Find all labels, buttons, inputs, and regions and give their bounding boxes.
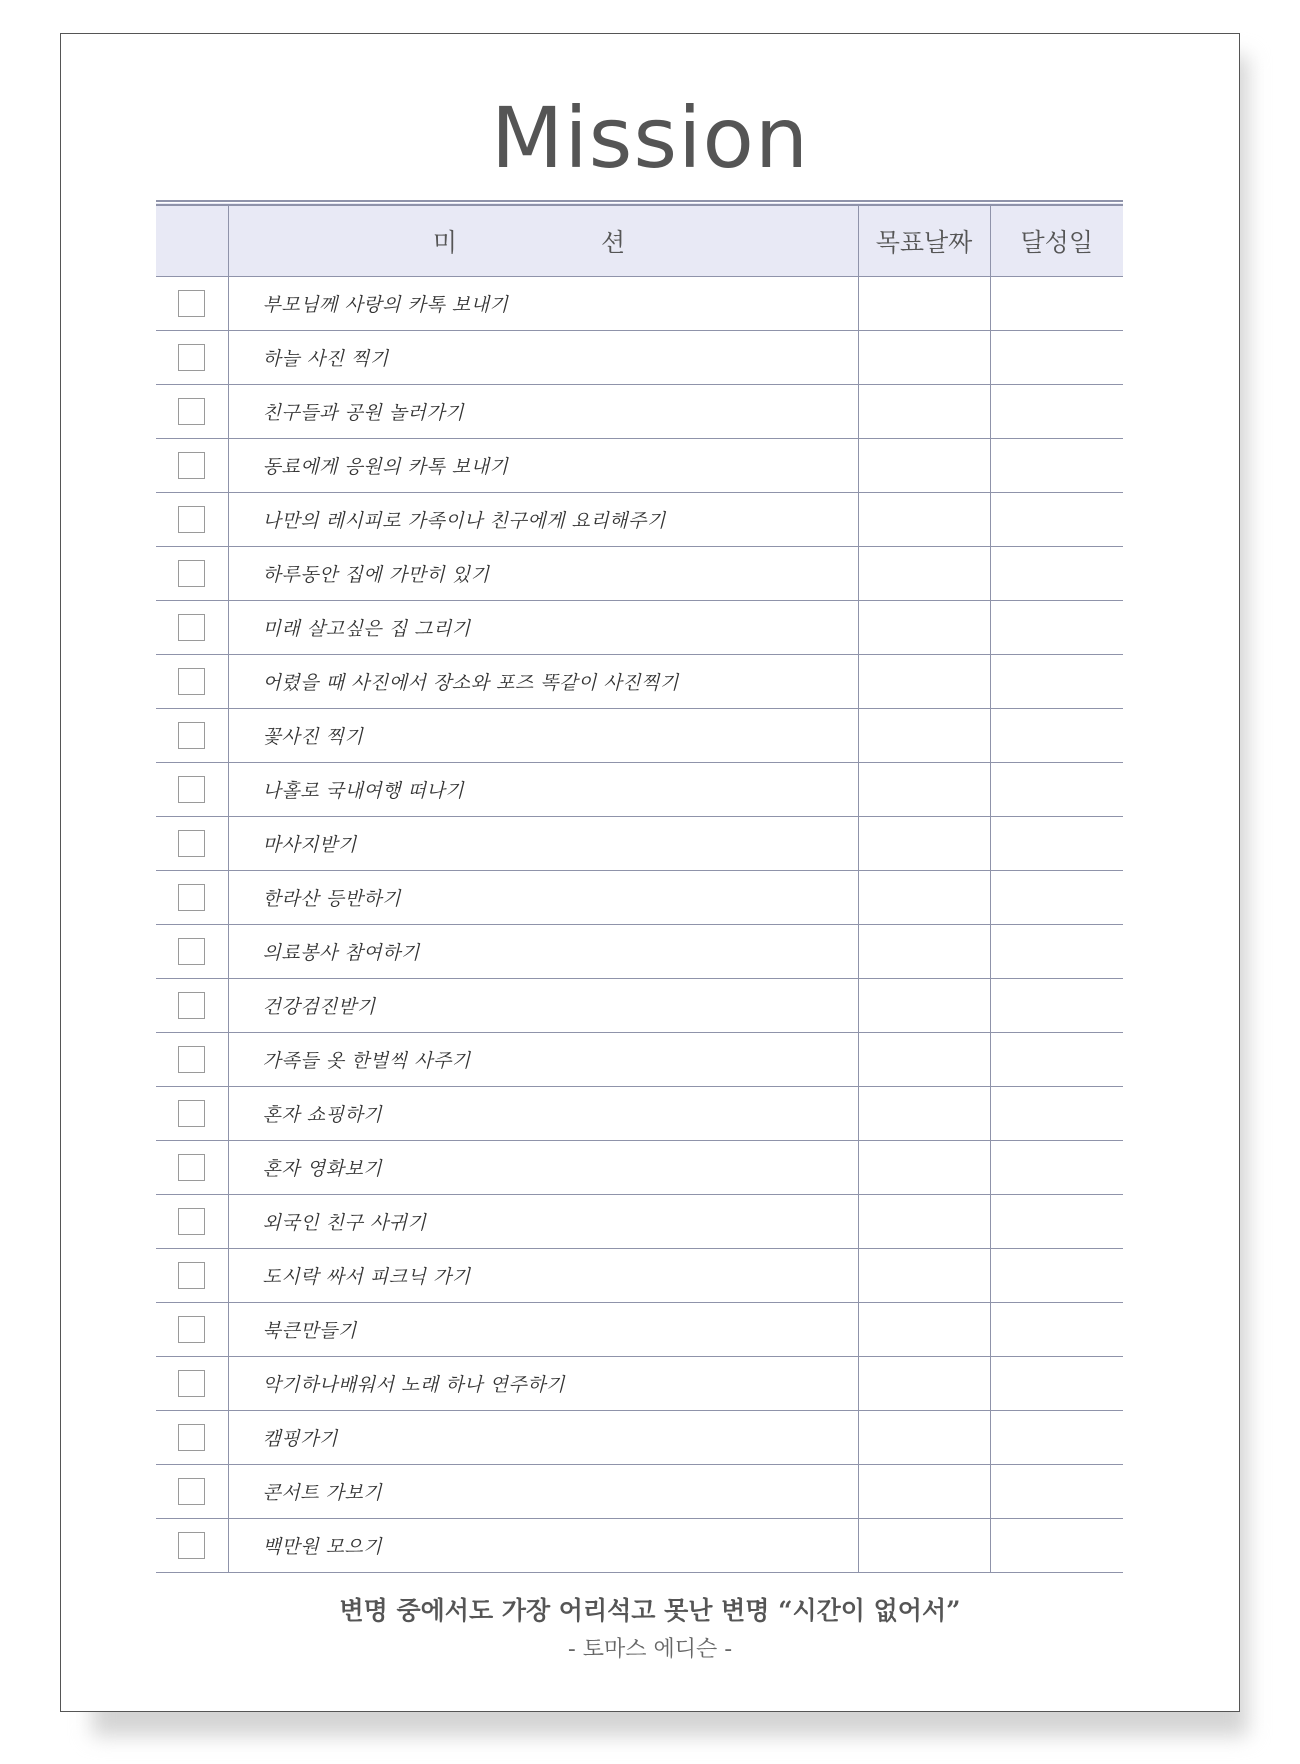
- target-date-cell[interactable]: [858, 331, 990, 385]
- target-date-cell[interactable]: [858, 1303, 990, 1357]
- target-date-cell[interactable]: [858, 1465, 990, 1519]
- table-row: [156, 1195, 1123, 1249]
- mission-checkbox[interactable]: [178, 506, 205, 533]
- checkbox-cell: [156, 439, 228, 493]
- mission-cell: [228, 547, 858, 601]
- mission-cell: [228, 817, 858, 871]
- achieved-date-cell[interactable]: [990, 1141, 1123, 1195]
- target-date-cell[interactable]: [858, 439, 990, 493]
- achieved-date-cell[interactable]: [990, 439, 1123, 493]
- mission-checkbox[interactable]: [178, 1208, 205, 1235]
- table-row: [156, 979, 1123, 1033]
- mission-list: [156, 277, 1123, 1573]
- mission-text: 혼자 쇼핑하기: [262, 1104, 383, 1126]
- target-date-cell[interactable]: [858, 1087, 990, 1141]
- mission-checkbox[interactable]: [178, 560, 205, 587]
- checkbox-cell: [156, 493, 228, 547]
- table-row: [156, 493, 1123, 547]
- mission-checkbox[interactable]: [178, 668, 205, 695]
- table-row: [156, 1141, 1123, 1195]
- table-row: [156, 817, 1123, 871]
- mission-checkbox[interactable]: [178, 1046, 205, 1073]
- mission-cell: [228, 439, 858, 493]
- target-date-cell[interactable]: [858, 1141, 990, 1195]
- achieved-date-cell[interactable]: [990, 1411, 1123, 1465]
- mission-text: 하루동안 집에 가만히 있기: [262, 564, 490, 586]
- mission-cell: [228, 1087, 858, 1141]
- target-date-cell[interactable]: [858, 385, 990, 439]
- mission-checkbox[interactable]: [178, 614, 205, 641]
- checkbox-cell: [156, 709, 228, 763]
- mission-checkbox[interactable]: [178, 884, 205, 911]
- target-date-cell[interactable]: [858, 871, 990, 925]
- mission-text: 도시락 싸서 피크닉 가기: [262, 1266, 471, 1288]
- mission-cell: [228, 1519, 858, 1573]
- mission-cell: [228, 493, 858, 547]
- achieved-date-cell[interactable]: [990, 655, 1123, 709]
- mission-cell: [228, 763, 858, 817]
- mission-text: 건강검진받기: [262, 996, 376, 1018]
- achieved-date-cell[interactable]: [990, 925, 1123, 979]
- mission-checkbox[interactable]: [178, 830, 205, 857]
- mission-cell: [228, 1141, 858, 1195]
- mission-text: 한라산 등반하기: [262, 888, 402, 910]
- mission-checkbox[interactable]: [178, 722, 205, 749]
- checkbox-cell: [156, 871, 228, 925]
- target-date-cell[interactable]: [858, 763, 990, 817]
- achieved-date-cell[interactable]: [990, 871, 1123, 925]
- achieved-date-cell[interactable]: [990, 547, 1123, 601]
- mission-text: 북큰만들기: [262, 1320, 357, 1342]
- mission-text: 나홀로 국내여행 떠나기: [262, 780, 465, 802]
- checkbox-cell: [156, 655, 228, 709]
- checkbox-cell: [156, 763, 228, 817]
- checkbox-cell: [156, 547, 228, 601]
- mission-text: 동료에게 응원의 카톡 보내기: [262, 456, 509, 478]
- target-date-cell[interactable]: [858, 709, 990, 763]
- target-date-cell[interactable]: [858, 1357, 990, 1411]
- mission-checkbox[interactable]: [178, 1370, 205, 1397]
- checkbox-cell: [156, 277, 228, 331]
- achieved-date-cell[interactable]: [990, 385, 1123, 439]
- mission-cell: [228, 1465, 858, 1519]
- checkbox-cell: [156, 1465, 228, 1519]
- achieved-date-cell[interactable]: [990, 277, 1123, 331]
- checkbox-cell: [156, 1033, 228, 1087]
- mission-checkbox[interactable]: [178, 1154, 205, 1181]
- target-date-cell[interactable]: [858, 277, 990, 331]
- mission-cell: [228, 1195, 858, 1249]
- mission-checkbox[interactable]: [178, 344, 205, 371]
- table-row: [156, 1033, 1123, 1087]
- mission-cell: [228, 1411, 858, 1465]
- table-row: [156, 601, 1123, 655]
- mission-text: 악기하나배워서 노래 하나 연주하기: [262, 1374, 565, 1396]
- mission-cell: [228, 655, 858, 709]
- mission-table: [156, 200, 1123, 1573]
- table-row: [156, 655, 1123, 709]
- mission-checkbox[interactable]: [178, 992, 205, 1019]
- target-date-cell[interactable]: [858, 817, 990, 871]
- table-row: [156, 385, 1123, 439]
- achieved-date-cell[interactable]: [990, 493, 1123, 547]
- checkbox-cell: [156, 1087, 228, 1141]
- achieved-date-cell[interactable]: [990, 1519, 1123, 1573]
- mission-checkbox[interactable]: [178, 1478, 205, 1505]
- table-row: [156, 1411, 1123, 1465]
- mission-text: 혼자 영화보기: [262, 1158, 383, 1180]
- mission-cell: [228, 331, 858, 385]
- target-date-cell[interactable]: [858, 655, 990, 709]
- mission-text: 친구들과 공원 놀러가기: [262, 402, 465, 424]
- table-row: [156, 1519, 1123, 1573]
- mission-cell: [228, 979, 858, 1033]
- mission-text: 외국인 친구 사귀기: [262, 1212, 427, 1234]
- footer-quote: 변명 중에서도 가장 어리석고 못난 변명 “시간이 없어서”: [339, 1596, 961, 1625]
- mission-text: 나만의 레시피로 가족이나 친구에게 요리해주기: [262, 510, 666, 532]
- table-row: [156, 1087, 1123, 1141]
- table-row: [156, 925, 1123, 979]
- target-date-cell[interactable]: [858, 547, 990, 601]
- table-row: [156, 277, 1123, 331]
- checkbox-cell: [156, 1357, 228, 1411]
- achieved-date-cell[interactable]: [990, 1303, 1123, 1357]
- mission-text: 부모님께 사랑의 카톡 보내기: [262, 294, 509, 316]
- mission-checkbox[interactable]: [178, 776, 205, 803]
- table-row: [156, 1465, 1123, 1519]
- target-date-cell[interactable]: [858, 1519, 990, 1573]
- achieved-date-cell[interactable]: [990, 709, 1123, 763]
- target-date-cell[interactable]: [858, 1411, 990, 1465]
- achieved-date-cell[interactable]: [990, 1195, 1123, 1249]
- header-mission-label: 미 션: [432, 228, 694, 257]
- checkbox-cell: [156, 817, 228, 871]
- achieved-date-cell[interactable]: [990, 1465, 1123, 1519]
- mission-text: 백만원 모으기: [262, 1536, 383, 1558]
- mission-checkbox[interactable]: [178, 290, 205, 317]
- mission-text: 의료봉사 참여하기: [262, 942, 420, 964]
- footer-author: - 토마스 에디슨 -: [567, 1637, 733, 1662]
- achieved-date-cell[interactable]: [990, 979, 1123, 1033]
- mission-checkbox[interactable]: [178, 1532, 205, 1559]
- mission-text: 어렸을 때 사진에서 장소와 포즈 똑같이 사진찍기: [262, 672, 679, 694]
- mission-cell: [228, 277, 858, 331]
- table-row: [156, 331, 1123, 385]
- mission-text: 캠핑가기: [262, 1428, 338, 1450]
- achieved-date-cell[interactable]: [990, 1357, 1123, 1411]
- table-row: [156, 1303, 1123, 1357]
- header-checkbox-column: [156, 203, 228, 277]
- table-row: [156, 763, 1123, 817]
- checkbox-cell: [156, 1411, 228, 1465]
- table-row: [156, 547, 1123, 601]
- header-achieved-date: 달성일: [990, 203, 1123, 277]
- mission-cell: [228, 925, 858, 979]
- achieved-date-cell[interactable]: [990, 601, 1123, 655]
- table-row: [156, 1249, 1123, 1303]
- checkbox-cell: [156, 1249, 228, 1303]
- checkbox-cell: [156, 925, 228, 979]
- page-title: Mission: [490, 89, 810, 187]
- mission-checkbox[interactable]: [178, 1316, 205, 1343]
- mission-checkbox[interactable]: [178, 1262, 205, 1289]
- mission-cell: [228, 1357, 858, 1411]
- target-date-cell[interactable]: [858, 1033, 990, 1087]
- target-date-cell[interactable]: [858, 1249, 990, 1303]
- mission-cell: [228, 1033, 858, 1087]
- checkbox-cell: [156, 1303, 228, 1357]
- mission-cell: [228, 709, 858, 763]
- target-date-cell[interactable]: [858, 925, 990, 979]
- table-row: [156, 871, 1123, 925]
- achieved-date-cell[interactable]: [990, 817, 1123, 871]
- checkbox-cell: [156, 979, 228, 1033]
- checkbox-cell: [156, 1141, 228, 1195]
- mission-text: 가족들 옷 한벌씩 사주기: [262, 1050, 471, 1072]
- checkbox-cell: [156, 331, 228, 385]
- mission-cell: [228, 385, 858, 439]
- achieved-date-cell[interactable]: [990, 763, 1123, 817]
- achieved-date-cell[interactable]: [990, 1033, 1123, 1087]
- mission-cell: [228, 1303, 858, 1357]
- target-date-cell[interactable]: [858, 493, 990, 547]
- checkbox-cell: [156, 601, 228, 655]
- mission-text: 마사지받기: [262, 834, 357, 856]
- mission-checkbox[interactable]: [178, 398, 205, 425]
- mission-sheet: [60, 33, 1240, 1712]
- mission-checkbox[interactable]: [178, 938, 205, 965]
- table-row: [156, 439, 1123, 493]
- header-mission: [228, 203, 858, 277]
- mission-checkbox[interactable]: [178, 1100, 205, 1127]
- mission-cell: [228, 601, 858, 655]
- mission-text: 콘서트 가보기: [262, 1482, 383, 1504]
- mission-text: 미래 살고싶은 집 그리기: [262, 618, 471, 640]
- achieved-date-cell[interactable]: [990, 331, 1123, 385]
- mission-checkbox[interactable]: [178, 1424, 205, 1451]
- table-row: [156, 709, 1123, 763]
- achieved-date-cell[interactable]: [990, 1249, 1123, 1303]
- mission-cell: [228, 1249, 858, 1303]
- table-header-row: [156, 203, 1123, 277]
- target-date-cell[interactable]: [858, 601, 990, 655]
- target-date-cell[interactable]: [858, 979, 990, 1033]
- mission-checkbox[interactable]: [178, 452, 205, 479]
- checkbox-cell: [156, 385, 228, 439]
- target-date-cell[interactable]: [858, 1195, 990, 1249]
- mission-text: 하늘 사진 찍기: [262, 348, 389, 370]
- checkbox-cell: [156, 1519, 228, 1573]
- checkbox-cell: [156, 1195, 228, 1249]
- table-row: [156, 1357, 1123, 1411]
- mission-text: 꽃사진 찍기: [262, 726, 364, 748]
- achieved-date-cell[interactable]: [990, 1087, 1123, 1141]
- header-target-date: 목표날짜: [858, 203, 990, 277]
- mission-cell: [228, 871, 858, 925]
